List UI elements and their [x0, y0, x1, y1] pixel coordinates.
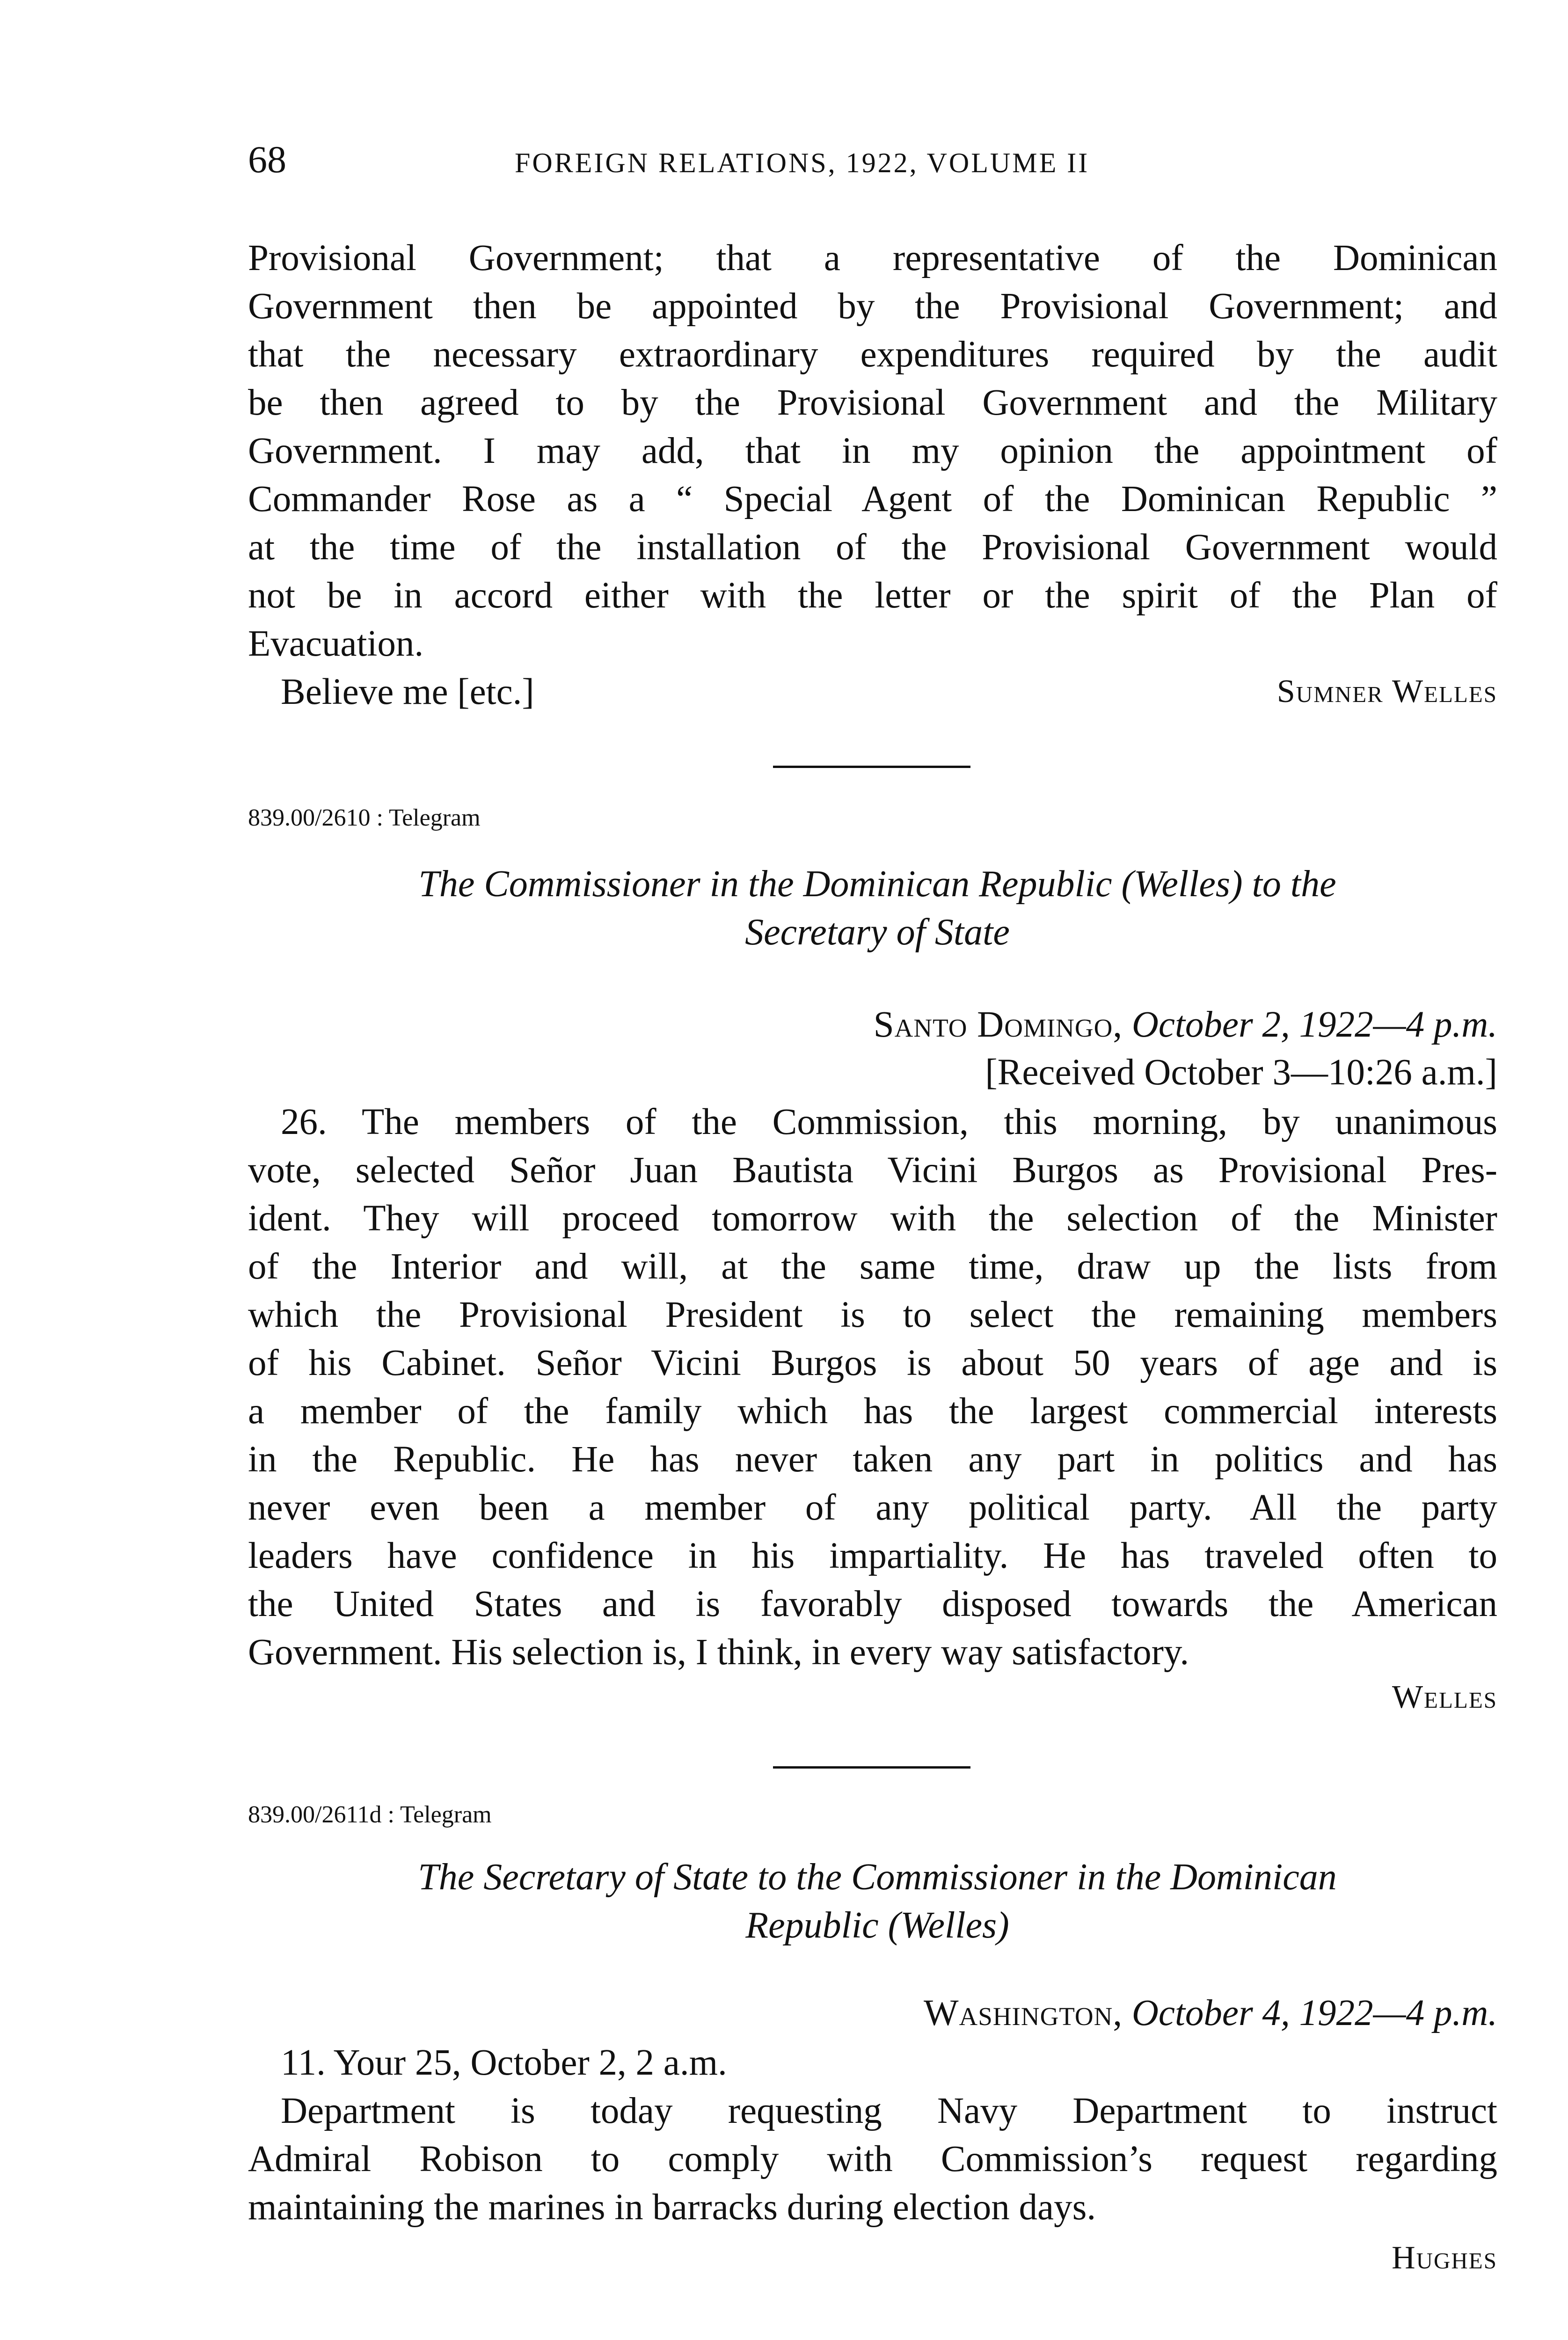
text-line: not be in accord either with the letter or the spirit of the Plan of — [248, 575, 1497, 616]
closing-line: Believe me [etc.] — [281, 672, 534, 712]
signature-hughes: Hughes — [1392, 2240, 1497, 2276]
text-line: Provisional Government; that a representative of the Dominican — [248, 238, 1497, 278]
text-line: maintaining the marines in barracks during election days. — [248, 2187, 1096, 2228]
document-title-line: Republic (Welles) — [745, 1905, 1009, 1946]
text-line: Commander Rose as a “ Special Agent of the Dominican Republic ” — [248, 479, 1497, 519]
text-line: vote, selected Señor Juan Bautista Vicini Burgos as Provisional Pres- — [248, 1150, 1497, 1191]
signature-sumner-welles: Sumner Welles — [1276, 673, 1497, 709]
telegram-body — [248, 2039, 1497, 2231]
document-title — [304, 1853, 1451, 1950]
dateline-date: October 2, 1922—4 p.m. — [1131, 1004, 1497, 1045]
signature-welles: Welles — [1392, 1679, 1497, 1715]
page-number: 68 — [248, 138, 286, 181]
document-title — [304, 860, 1451, 957]
text-line: 11. Your 25, October 2, 2 a.m. — [281, 2042, 727, 2083]
text-line: at the time of the installation of the Provisional Government would — [248, 527, 1497, 568]
section-divider — [773, 766, 970, 768]
text-line: never even been a member of any political party. All the party — [248, 1487, 1497, 1528]
text-line: of the Interior and will, at the same time, draw up the lists from — [248, 1246, 1497, 1287]
text-line: be then agreed to by the Provisional Government and the Military — [248, 382, 1497, 423]
text-line: Government. I may add, that in my opinion the appointment of — [248, 431, 1497, 471]
text-line: 26. The members of the Commission, this morning, by unanimous — [281, 1102, 1497, 1142]
letter-continuation-text — [248, 234, 1497, 716]
text-line: of his Cabinet. Señor Vicini Burgos is about 50 years of age and is — [248, 1343, 1497, 1383]
text-line: Admiral Robison to comply with Commission’s request regarding — [248, 2139, 1497, 2179]
text-line: Government. His selection is, I think, in every way satisfactory. — [248, 1632, 1189, 1673]
text-line: Department is today requesting Navy Department to instruct — [281, 2091, 1497, 2131]
text-line: the United States and is favorably disposed towards the American — [248, 1584, 1497, 1624]
text-line: which the Provisional President is to select the remaining members — [248, 1294, 1497, 1335]
document-title-line: The Secretary of State to the Commissioner in the Dominican — [418, 1857, 1337, 1898]
file-reference: 839.00/2611d : Telegram — [248, 1801, 492, 1828]
text-line: that the necessary extraordinary expenditures required by the audit — [248, 334, 1497, 375]
document-title-line: The Commissioner in the Dominican Republic (Welles) to the — [418, 863, 1336, 905]
section-divider — [773, 1766, 970, 1769]
dateline-place: Santo Domingo, — [873, 1004, 1123, 1045]
text-line: Evacuation. — [248, 623, 424, 664]
dateline — [924, 1995, 1497, 2032]
text-line: Government then be appointed by the Provisional Government; and — [248, 286, 1497, 327]
text-line: leaders have confidence in his impartiality. He has traveled often to — [248, 1536, 1497, 1576]
document-title-line: Secretary of State — [745, 912, 1010, 953]
dateline — [874, 1006, 1497, 1043]
dateline-place: Washington, — [923, 1993, 1123, 2033]
text-line: a member of the family which has the largest commercial interests — [248, 1391, 1497, 1432]
file-reference: 839.00/2610 : Telegram — [248, 804, 481, 831]
telegram-body — [248, 1098, 1497, 1676]
text-line: ident. They will proceed tomorrow with the selection of the Minister — [248, 1198, 1497, 1239]
running-title: FOREIGN RELATIONS, 1922, VOLUME II — [515, 147, 1090, 178]
received-note: [Received October 3—10:26 a.m.] — [985, 1052, 1497, 1093]
dateline-date: October 4, 1922—4 p.m. — [1131, 1993, 1497, 2033]
text-line: in the Republic. He has never taken any part in politics and has — [248, 1439, 1497, 1480]
